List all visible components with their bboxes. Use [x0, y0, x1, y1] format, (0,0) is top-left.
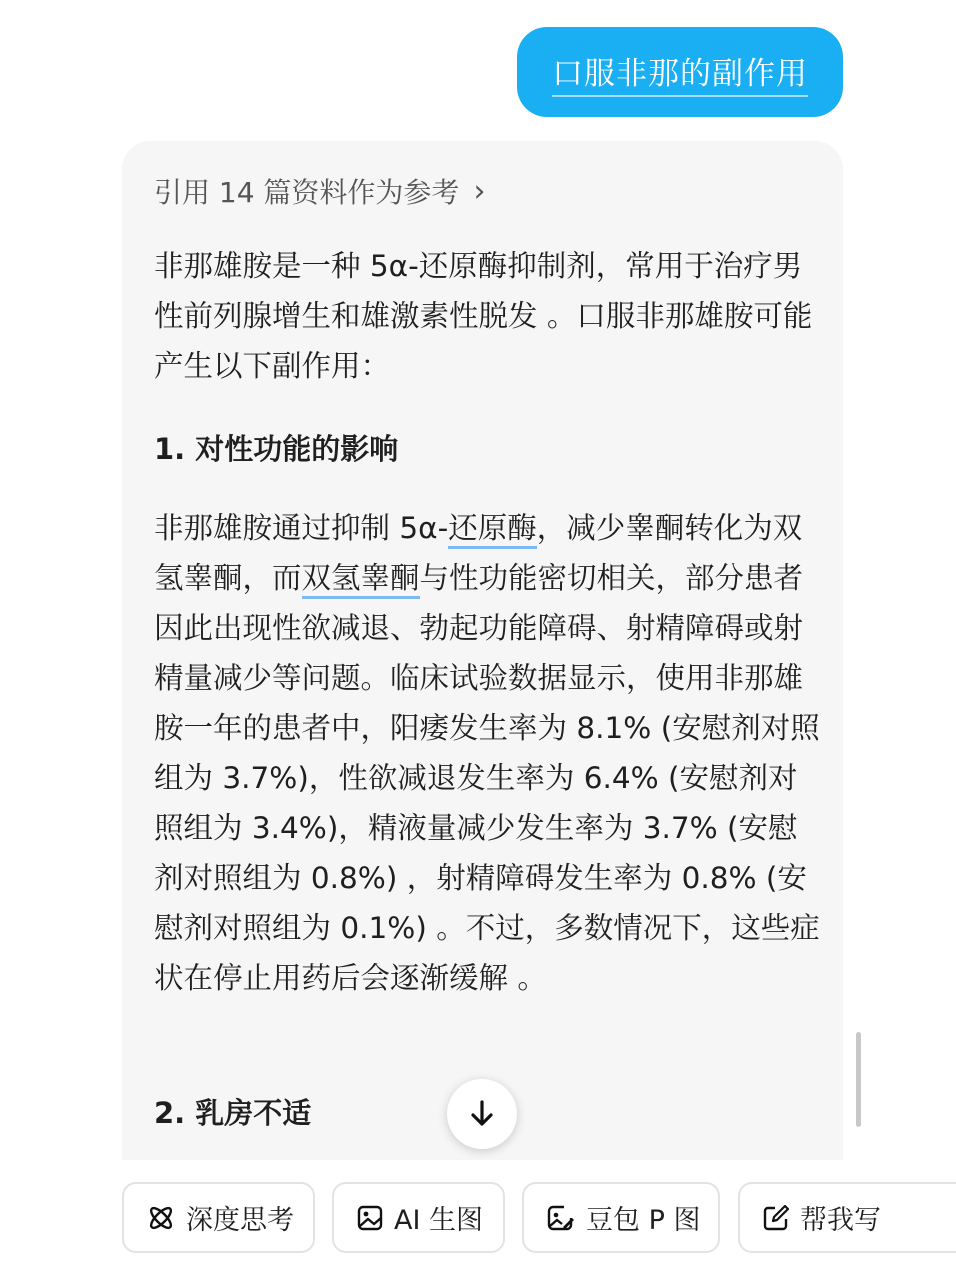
- user-message-text: 口服非那的副作用: [552, 48, 808, 97]
- section-1-text-b: ，减少睾酮转化为双氢睾酮，而: [154, 511, 803, 595]
- chip-label: 帮我写: [800, 1205, 881, 1236]
- image-icon: [356, 1204, 384, 1232]
- references-label: 引用 14 篇资料作为参考: [154, 176, 460, 209]
- section-heading-2: 2. 乳房不适: [154, 1096, 312, 1130]
- chip-deep-think[interactable]: [122, 1182, 315, 1253]
- term-link-dht[interactable]: 双氢睾酮: [302, 561, 420, 599]
- references-link[interactable]: [154, 171, 485, 211]
- atom-icon: [146, 1203, 176, 1233]
- section-1-text-a: 非那雄胺通过抑制 5α-: [154, 511, 449, 545]
- chip-label: 豆包 P 图: [586, 1205, 701, 1236]
- scroll-down-button[interactable]: [447, 1079, 517, 1149]
- chip-doubao-p-image[interactable]: [522, 1182, 720, 1253]
- user-message-bubble: [517, 27, 843, 117]
- section-1-text-c: 与性功能密切相关，部分患者因此出现性欲减退、勃起功能障碍、射精障碍或射精量减少等问题。临床试验数据显示，使用非那雄胺一年的患者中，阳痿发生率为 8.1% (安慰剂对照组为 3.7%)，性欲减退发生率为 6.4% (安慰剂对照组为 3.4%)，精液量减少发生率为 3.7% (安慰剂对照组为 0.8%) ，射精障碍发生率为 0.8% (安慰剂对照组为 0.1%) 。不过，多数情况下，这些症状在停止用药后会逐渐缓解 。: [154, 561, 820, 995]
- chip-help-write[interactable]: [738, 1182, 956, 1253]
- edit-icon: [762, 1204, 790, 1232]
- intro-paragraph: 非那雄胺是一种 5α-还原酶抑制剂，常用于治疗男性前列腺增生和雄激素性脱发 。口服非那雄胺可能产生以下副作用：: [154, 249, 813, 383]
- scrollbar-thumb[interactable]: [856, 1032, 861, 1127]
- chip-label: 深度思考: [186, 1205, 294, 1236]
- image-edit-icon: [546, 1204, 576, 1232]
- arrow-down-icon: [468, 1099, 496, 1129]
- section-1-paragraph: [154, 503, 824, 1003]
- section-heading-1: 1. 对性功能的影响: [154, 432, 399, 466]
- chevron-right-icon: ›: [473, 173, 486, 209]
- chip-label: AI 生图: [394, 1205, 484, 1236]
- term-link-reductase[interactable]: 还原酶: [448, 511, 537, 549]
- ai-response-card: [122, 141, 843, 1171]
- chip-ai-image[interactable]: [332, 1182, 505, 1253]
